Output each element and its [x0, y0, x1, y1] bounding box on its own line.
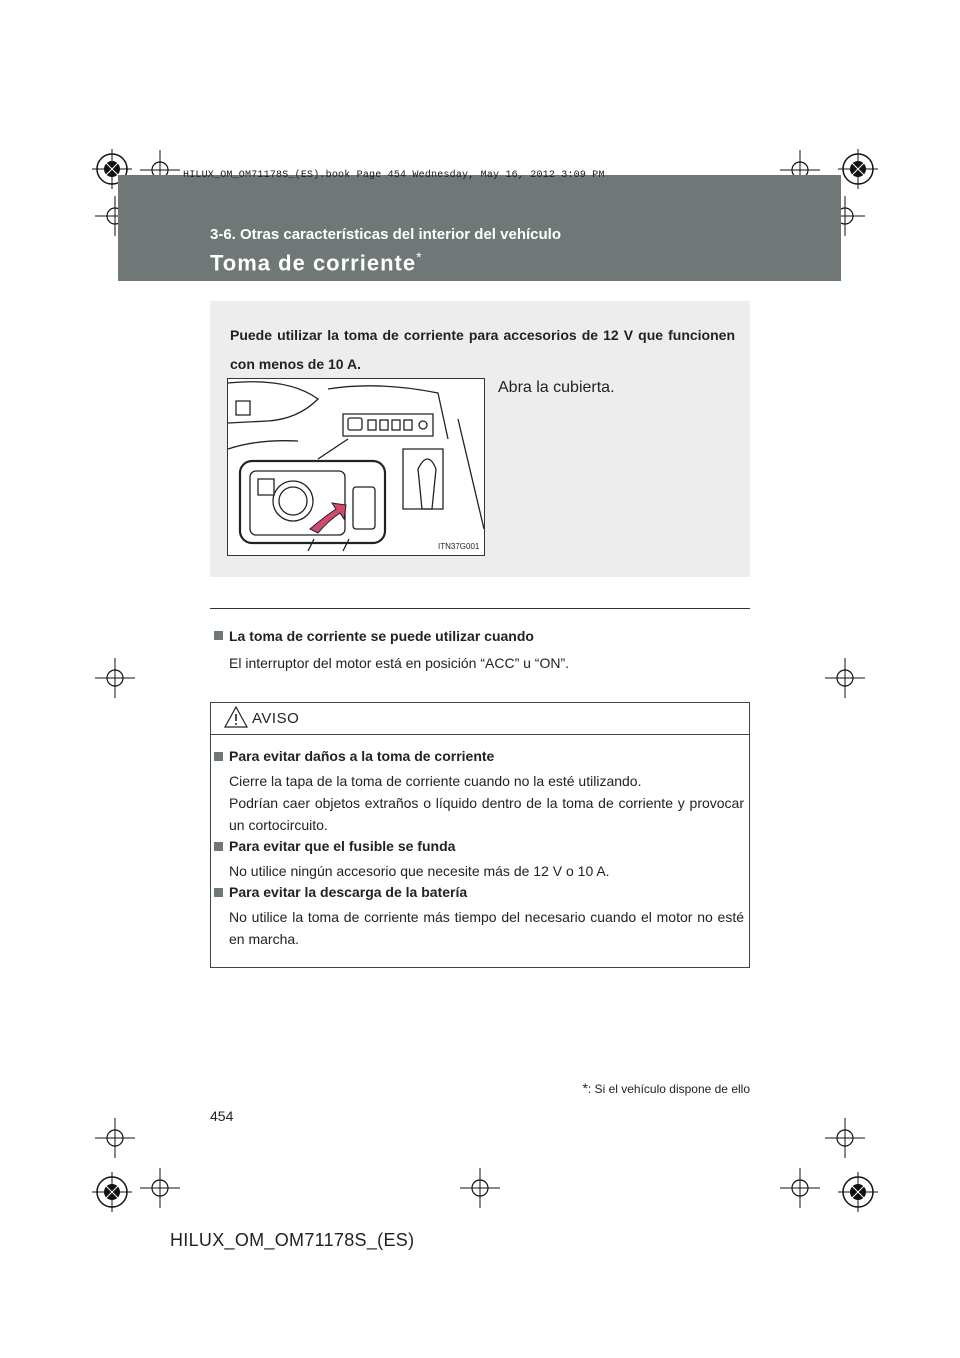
console-illustration: [228, 379, 484, 555]
crosshair-mark-icon: [780, 1168, 820, 1208]
warning-divider: [210, 734, 750, 735]
warning-item-body: No utilice la toma de corriente más tiempo del necesario cuando el motor no esté en marcha.: [229, 909, 744, 947]
square-bullet-icon: [214, 888, 223, 897]
footnote-mark: *: [582, 1080, 588, 1096]
note-heading: La toma de corriente se puede utilizar cuando: [229, 628, 534, 644]
footnote-text: : Si el vehículo dispone de ello: [587, 1082, 750, 1096]
crosshair-mark-icon: [95, 1118, 135, 1158]
registration-mark-icon: [88, 1168, 136, 1216]
crosshair-mark-icon: [825, 658, 865, 698]
registration-mark-icon: [834, 145, 882, 193]
square-bullet-icon: [214, 842, 223, 851]
figure-caption: Abra la cubierta.: [498, 379, 615, 396]
file-stamp: HILUX_OM_OM71178S_(ES).book Page 454 Wednesday, May 16, 2012 3:09 PM: [183, 170, 605, 181]
warning-item-body: No utilice ningún accesorio que necesite más de 12 V o 10 A.: [229, 863, 610, 879]
page-number: 454: [210, 1108, 234, 1124]
figure-code: ITN37G001: [438, 542, 480, 551]
square-bullet-icon: [214, 752, 223, 761]
warning-item-heading: Para evitar la descarga de la batería: [229, 884, 468, 900]
warning-item-body: Cierre la tapa de la toma de corriente cuando no la esté utilizando. Podrían caer objetos extraños o líquido dentro de la toma de corriente y provocar un cortocircuito.: [229, 773, 744, 833]
warning-label: AVISO: [252, 710, 300, 727]
section-label: 3-6. Otras características del interior del vehículo: [210, 226, 561, 243]
power-outlet-figure: [227, 378, 485, 556]
warning-item-heading: Para evitar que el fusible se funda: [229, 838, 456, 854]
warning-item-heading: Para evitar daños a la toma de corriente: [229, 748, 495, 764]
page-title: [210, 249, 423, 276]
crosshair-mark-icon: [825, 1118, 865, 1158]
document-code: HILUX_OM_OM71178S_(ES): [170, 1230, 415, 1250]
availability-mark: *: [416, 249, 423, 265]
intro-text: Puede utilizar la toma de corriente para accesorios de 12 V que funcionen con menos de 10 A.: [230, 327, 735, 372]
crosshair-mark-icon: [140, 1168, 180, 1208]
crosshair-mark-icon: [95, 658, 135, 698]
note-body: El interruptor del motor está en posición “ACC” u “ON”.: [229, 655, 570, 671]
footnote: [560, 1080, 750, 1096]
registration-mark-icon: [834, 1168, 882, 1216]
page-title-text: Toma de corriente: [210, 250, 417, 276]
warning-triangle-icon: [224, 706, 248, 728]
section-divider: [210, 608, 750, 609]
crosshair-mark-icon: [460, 1168, 500, 1208]
square-bullet-icon: [214, 631, 223, 640]
